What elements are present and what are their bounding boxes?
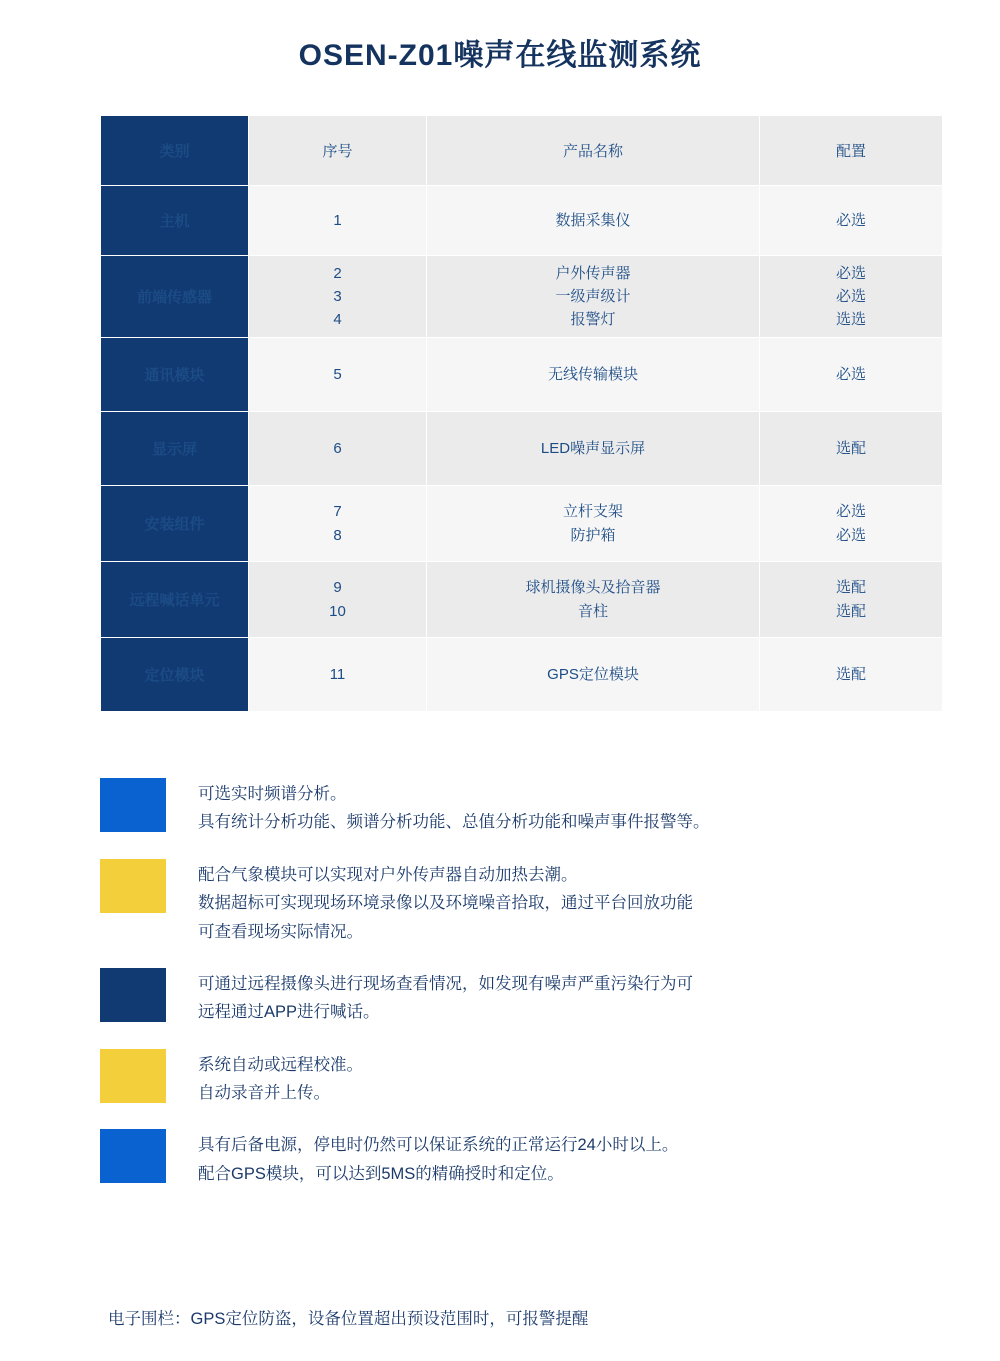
feature-text [198, 778, 710, 837]
row-category: 主机 [101, 186, 249, 256]
feature-list [100, 778, 930, 1210]
header-name: 产品名称 [427, 116, 760, 186]
feature-text [198, 1049, 363, 1108]
row-category: 安装组件 [101, 486, 249, 562]
row-config-line: 选配 [835, 665, 866, 683]
color-swatch [100, 778, 166, 832]
feature-line: 具有后备电源，停电时仍然可以保证系统的正常运行24小时以上。 [198, 1136, 679, 1155]
row-name [427, 562, 760, 638]
feature-line: 可选实时频谱分析。 [198, 785, 347, 803]
row-config [760, 186, 943, 256]
row-index-line: 5 [333, 365, 342, 383]
row-config-line: 选配 [835, 439, 866, 457]
row-index-line: 11 [329, 665, 346, 683]
row-name [427, 486, 760, 562]
row-index-line: 8 [333, 526, 342, 544]
header-index: 序号 [249, 116, 427, 186]
row-index [249, 486, 427, 562]
row-config-line: 选选 [835, 311, 866, 329]
row-index [249, 412, 427, 486]
row-name [427, 186, 760, 256]
row-name-line: 球机摄像头及拾音器 [525, 579, 661, 597]
table-row [101, 412, 943, 486]
row-index-line: 4 [333, 311, 342, 329]
row-config [760, 486, 943, 562]
page-title: OSEN-Z01噪声在线监测系统 [298, 39, 702, 72]
feature-line: 数据超标可实现现场环境录像以及环境噪音拾取，通过平台回放功能 [198, 894, 693, 913]
row-index-line: 9 [333, 579, 342, 597]
row-config [760, 256, 943, 338]
row-config-line: 选配 [835, 602, 866, 620]
table-row [101, 256, 943, 338]
row-config-line: 必选 [835, 365, 866, 383]
row-name-line: GPS定位模块 [547, 665, 639, 683]
row-name-line: 音柱 [577, 602, 608, 620]
row-index-line: 6 [333, 439, 342, 457]
row-config [760, 338, 943, 412]
feature-line: 可通过远程摄像头进行现场查看情况，如发现有噪声严重污染行为可 [198, 974, 693, 993]
row-category: 前端传感器 [101, 256, 249, 338]
row-category: 远程喊话单元 [101, 562, 249, 638]
row-config-line: 必选 [835, 264, 866, 282]
feature-line: 自动录音并上传。 [198, 1084, 330, 1102]
row-name-line: 户外传声器 [555, 264, 631, 282]
row-name-line: 立杆支架 [562, 503, 623, 521]
feature-line: 可查看现场实际情况。 [198, 922, 363, 941]
spec-table [100, 115, 943, 712]
row-name-line: 报警灯 [570, 311, 616, 329]
feature-line: 远程通过APP进行喊话。 [198, 1003, 380, 1022]
color-swatch [100, 1129, 166, 1183]
color-swatch [100, 968, 166, 1022]
row-name [427, 412, 760, 486]
header-config: 配置 [760, 116, 943, 186]
row-index-line: 2 [333, 264, 342, 282]
feature-item [100, 1129, 930, 1188]
row-index-line: 3 [333, 287, 342, 305]
feature-item [100, 1049, 930, 1108]
row-category: 显示屏 [101, 412, 249, 486]
spec-table-container [100, 115, 930, 712]
row-index-line: 7 [333, 503, 342, 521]
table-row [101, 486, 943, 562]
feature-item [100, 968, 930, 1027]
feature-text [198, 1129, 678, 1188]
row-name-line: LED噪声显示屏 [540, 439, 646, 457]
row-config [760, 562, 943, 638]
row-config-line: 必选 [835, 287, 866, 305]
feature-line: 系统自动或远程校准。 [198, 1055, 363, 1074]
feature-item [100, 778, 930, 837]
color-swatch [100, 1049, 166, 1103]
footnote: 电子围栏：GPS定位防盗，设备位置超出预设范围时，可报警提醒 [108, 1310, 589, 1328]
table-header-row [101, 116, 943, 186]
row-index [249, 256, 427, 338]
feature-text [198, 859, 693, 946]
header-category: 类别 [101, 116, 249, 186]
row-config-line: 必选 [835, 503, 866, 521]
row-name-line: 一级声级计 [555, 287, 631, 305]
row-index-line: 10 [329, 602, 346, 620]
feature-line: 配合气象模块可以实现对户外传声器自动加热去潮。 [198, 865, 578, 884]
feature-item [100, 859, 930, 946]
row-config [760, 412, 943, 486]
row-config [760, 638, 943, 712]
table-row [101, 186, 943, 256]
row-name [427, 256, 760, 338]
row-index [249, 638, 427, 712]
feature-line: 配合GPS模块，可以达到5MS的精确授时和定位。 [198, 1164, 564, 1183]
row-category: 定位模块 [101, 638, 249, 712]
row-index [249, 338, 427, 412]
table-row [101, 338, 943, 412]
row-index [249, 186, 427, 256]
table-row [101, 562, 943, 638]
feature-text [198, 968, 693, 1027]
row-config-line: 必选 [835, 211, 866, 229]
row-name-line: 防护箱 [570, 526, 616, 544]
row-index-line: 1 [333, 211, 342, 229]
row-config-line: 选配 [835, 579, 866, 597]
row-category: 通讯模块 [101, 338, 249, 412]
feature-line: 具有统计分析功能、频谱分析功能、总值分析功能和噪声事件报警等。 [198, 813, 710, 832]
row-name-line: 数据采集仪 [555, 211, 631, 229]
color-swatch [100, 859, 166, 913]
row-config-line: 必选 [835, 526, 866, 544]
row-name [427, 338, 760, 412]
row-name [427, 638, 760, 712]
row-index [249, 562, 427, 638]
row-name-line: 无线传输模块 [547, 365, 638, 383]
table-row [101, 638, 943, 712]
